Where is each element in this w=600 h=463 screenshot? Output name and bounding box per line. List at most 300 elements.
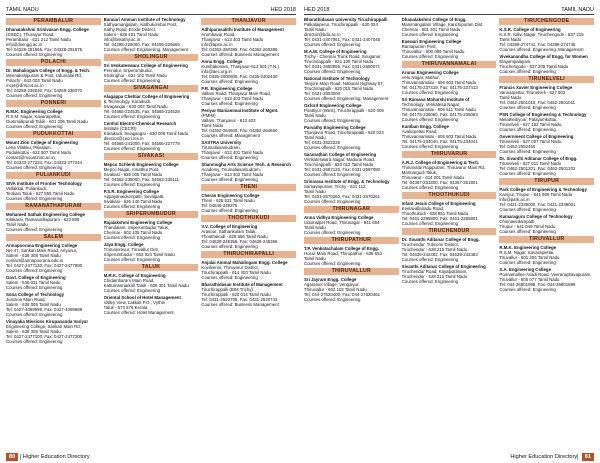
- institution-detail: Courses offered: Engineering: [499, 260, 556, 266]
- district-heading: THANJAVUR: [201, 18, 296, 25]
- column-1: [304, 17, 399, 449]
- district-heading: SHOLINGUR: [104, 54, 199, 61]
- institution-name: Parvathy Engineering College: [304, 125, 366, 131]
- institution-detail: Palkalaiperur, Tiruchirappalli - 620 024: [304, 22, 378, 28]
- institution-detail: Tirunelveli - 627 152 Tamil Nadu: [499, 122, 562, 128]
- institution-detail: & Technology, Karaikudi,: [103, 99, 152, 105]
- header-edition: HED 2018: [270, 7, 296, 13]
- institution-detail: Courses offered: Engineering: [401, 221, 459, 227]
- institution-detail: Tel: 0431-2503000: [304, 91, 340, 97]
- institution-detail: Salem - 636 308 Tamil Nadu: [6, 253, 61, 259]
- institution-detail: Courses offered: Engineering: [499, 127, 556, 133]
- institution-name: Anjalai Ammal Mahalingam Engg. College: [201, 260, 288, 266]
- institution-name: National Institute of Technology: [304, 76, 370, 82]
- institution-detail: Tirunelveli - 627 007 Tamil Nadu: [499, 139, 562, 145]
- running-header: [6, 3, 296, 15]
- institution-detail: Thiruvannamalai - 606 603 Tamil Nadu: [401, 134, 477, 140]
- institution-detail: Courses offered: Engineering: [201, 275, 258, 281]
- institution-name: Government College of Engineering: [499, 134, 574, 140]
- institution-name: Oriental School of Hotel Management: [103, 295, 181, 301]
- footer-title: Higher Education Directory: [510, 453, 578, 460]
- institution-entry: [201, 162, 296, 182]
- institution-entry: [402, 237, 497, 262]
- institution-detail: Courses offered: Engineering: [6, 339, 63, 345]
- institution-detail: Sholinghur - 631 102 Tamil Nadu: [103, 73, 167, 79]
- institution-detail: Tel: 0462-2552450: [499, 144, 536, 150]
- institution-detail: Kumbakonam, Thanjavur-612 501 (T.N.): [201, 64, 279, 70]
- institution-entry: [499, 85, 594, 110]
- institution-name: Srinivasa Institute of Engg. & Technology: [304, 179, 390, 185]
- institution-entry: [6, 275, 101, 290]
- institution-name: R.M.K. Engineering College: [499, 245, 557, 251]
- institution-detail: Sathyamangalam, Alathukombai Post,: [103, 22, 178, 28]
- institution-entry: [104, 189, 199, 209]
- institution-name: Dhanalakshmi College of Engg.: [401, 17, 467, 22]
- institution-detail: Tel: 04639-242482, Fax: 04639-242483: [401, 252, 478, 258]
- institution-detail: Salem - 636 011 Tamil Nadu: [6, 280, 61, 286]
- institution-detail: Theni - 625 531 Tamil Nadu: [201, 198, 255, 204]
- institution-entry: [104, 295, 199, 315]
- institution-detail: Tamil Nadu: [201, 123, 224, 129]
- institution-detail: Tirupur - 641 049 Tamil Nadu: [499, 224, 556, 230]
- institution-detail: Thanjavur - 613 402 Tamil Nadu: [201, 172, 264, 178]
- page-number: 81: [582, 453, 594, 461]
- district-heading: SRIPERUMBUDUR: [104, 211, 199, 218]
- institution-name: S.A. Engineering College: [499, 267, 551, 272]
- institution-detail: Arasoor, Sathankulam Taluk,: [201, 229, 257, 235]
- institution-detail: Tel: 04367-251800, Fax: 04367-251801: [401, 180, 478, 186]
- institution-detail: Courses offered: Business Management: [201, 302, 279, 308]
- institution-detail: Tirunelveli - 627 011 Tamil Nadu: [499, 161, 562, 167]
- institution-detail: Tel: 04639-245356, Fax: 04639-245366: [201, 239, 278, 245]
- institution-detail: Tiruchirappalli - 620 014 Tamil Nadu: [201, 292, 271, 298]
- institution-detail: Salem - 636 308 Tamil Nadu: [6, 329, 61, 335]
- institution-detail: Agaramel Village, Vengaiyur,: [304, 282, 360, 288]
- institution-entry: [402, 160, 497, 190]
- institution-detail: Avalurpettai Road,: [401, 129, 438, 135]
- institution-detail: Thoothukudi - 628 851 Tamil Nadu: [401, 211, 468, 217]
- institution-entry: [104, 17, 199, 52]
- institution-detail: Tel: 04565-224535, Fax: 04565-224528: [103, 109, 180, 115]
- institution-detail: Courses offered: Engineering: [6, 285, 63, 291]
- institution-detail: Udumalpet Road, Thirunagar - 641 664: [304, 220, 380, 226]
- institution-name: Dr. Mahalingam College of Engg. & Tech.: [6, 68, 91, 74]
- footer-title: Higher Education Directory: [22, 453, 90, 460]
- institution-detail: info@aec.org.in: [201, 69, 232, 75]
- institution-name: Saranathan College of Engineering: [304, 152, 377, 158]
- institution-detail: Courses offered: Engineering: [103, 78, 161, 84]
- running-footer: [510, 451, 594, 462]
- district-heading: PERAMBALUR: [6, 18, 101, 25]
- institution-detail: Tiruchirappalli - 621 105 Tamil Nadu: [304, 59, 374, 65]
- institution-detail: Tiruchengode - 637 205 Tamil Nadu: [499, 64, 569, 70]
- district-heading: TIRUVALLUR: [499, 236, 594, 243]
- institution-detail: Thanjavur - 613 403 Tamil Nadu: [201, 96, 264, 102]
- institution-detail: Tel: 0431-2597120, Fax: 0431-2597080: [304, 167, 381, 173]
- district-heading: THIRUVANNAMALAI: [402, 61, 497, 68]
- institution-entry: [201, 59, 296, 84]
- institution-detail: Ramapuram Post,: [401, 44, 437, 50]
- institution-detail: Gummidipundi Taluk - 601 206 Tamil Nadu: [6, 119, 88, 125]
- column-1: [6, 17, 101, 449]
- institution-detail: Tamil Nadu: [304, 189, 326, 195]
- institution-detail: Tel: 04333-277234, Fax: 04333-277244: [6, 160, 83, 166]
- institution-name: Jaya Engg. College: [103, 242, 144, 248]
- institution-detail: Appayanaickenpatti, Sevalpatti,: [103, 194, 165, 200]
- institution-name: Periyar Maniammai Institute of Mgmt.: [201, 108, 279, 114]
- institution-name: Anna Engg. College: [201, 59, 243, 65]
- institution-detail: Tirumalaisamudram,: [201, 145, 241, 151]
- institution-detail: Hosur Main Road, Thirupathur - 635 653: [304, 251, 382, 257]
- institution-name: Alagappa Chettiar College of Engineering: [103, 94, 190, 100]
- institution-detail: Thirumalai Rajapuram, Thiruvarur Main Rd,: [401, 165, 486, 171]
- institution-detail: Pudukkottai - 622 507 Tamil Nadu: [6, 150, 72, 156]
- institution-detail: Keelavallanadu Road,: [401, 206, 445, 212]
- institution-detail: Thiruvannamalai - 606 611 Tamil Nadu: [401, 107, 476, 113]
- district-heading: THIRUPATHUR: [304, 237, 399, 244]
- institution-entry: [499, 187, 594, 212]
- district-heading: PULIANKUDI: [6, 172, 101, 179]
- institution-detail: Courses offered: Engineering: [401, 117, 459, 123]
- header-state: TAMIL NADU: [561, 7, 594, 13]
- institution-entry: [304, 17, 399, 47]
- institution-detail: Tel: 0462-2501010, Fax: 0462-2501011: [499, 100, 576, 106]
- institution-name: Infant Jesus College of Engineering: [401, 201, 476, 207]
- institution-detail: Kaniyur, Tirupur - 641 659 Tamil Nadu: [499, 192, 573, 198]
- institution-detail: K.S.R. Kalvi Nagar, Tiruchengode - 637 215: [499, 32, 584, 38]
- institution-detail: Chennai - 601 301 Tamil Nadu: [401, 27, 461, 33]
- institution-detail: Tiruchendur Road, Kayalpattinam,: [401, 269, 468, 275]
- institution-detail: Tel: 0431-2520708, Fax: 0431-2520743: [201, 297, 278, 303]
- institution-name: Vinayaka Missions Kirupananda Variyar: [6, 319, 89, 325]
- institution-detail: Courses offered: Engineering: [6, 124, 63, 130]
- running-header: [304, 3, 594, 15]
- institution-name: Adhiparasakthi Institute of Management: [201, 27, 284, 32]
- district-heading: THOOTHUKUDI: [201, 215, 296, 222]
- institution-name: Cheran Engineering College: [201, 193, 260, 199]
- institution-name: Sri Ramana Maharshi Institute of: [401, 97, 470, 102]
- institution-detail: Tel: 0431-2650055, Fax: 0431-2650071: [304, 64, 381, 70]
- column-3: [201, 17, 296, 449]
- institution-detail: Courses offered: Engineering: [6, 52, 63, 58]
- institution-detail: Tel: 04175-237419, Fax: 04175-237413: [401, 85, 478, 91]
- institution-name: P.R. Engineering College: [201, 86, 253, 92]
- institution-detail: Courses offered: Engineering: [304, 42, 361, 48]
- institution-detail: Sriperumbudur - 602 024 Tamil Nadu: [103, 252, 175, 258]
- column-2: [104, 17, 199, 449]
- institution-detail: Vallam Road, Thanjavur Main Road,: [201, 91, 271, 97]
- institution-detail: Courses offered: Engineering: [201, 79, 258, 85]
- institution-detail: Courses offered: Engineering: [304, 297, 361, 303]
- institution-entry: [304, 76, 399, 101]
- institution-detail: Courses offered: Engineering: [499, 149, 556, 155]
- institution-detail: Courses offered: Hotel Management: [103, 310, 174, 316]
- institution-detail: Melathediyoor, Palayamkottai,: [499, 117, 558, 123]
- institution-entry: [402, 70, 497, 95]
- footer-divider: [577, 454, 580, 460]
- institution-detail: Tel: 04175-234040, Fax: 04175-234041: [401, 139, 478, 145]
- institution-entry: [499, 156, 594, 176]
- institution-entry: [6, 68, 101, 98]
- institution-detail: Courses offered: Engineering: [6, 268, 63, 274]
- institution-detail: Samayapuram, Trichy - 621 112: [304, 184, 366, 190]
- institution-detail: Courses offered: Engineering: [201, 155, 258, 161]
- district-heading: THENI: [201, 184, 296, 191]
- institution-name: Park College of Engineering & Technology: [499, 187, 587, 192]
- institution-entry: [402, 264, 497, 284]
- institution-detail: Tiruchendur, Tuticorin District,: [401, 242, 459, 248]
- institution-entry: [304, 103, 399, 123]
- institution-detail: Tel: 04546-249375: [201, 203, 238, 209]
- institution-detail: Lena Vilakku, Pilivalam,: [6, 145, 52, 151]
- institution-name: Francis Xavier Engineering College: [499, 85, 573, 91]
- institution-detail: Courses offered: Engineering: [201, 208, 258, 214]
- institution-entry: [104, 63, 199, 83]
- district-heading: PUDUKKOTTAI: [6, 131, 101, 138]
- institution-entry: [304, 277, 399, 302]
- institution-detail: Kovilvenni, Thiruvarur District,: [201, 265, 259, 271]
- institution-detail: Courses offered: Engineering: [103, 204, 161, 210]
- institution-entry: [201, 140, 296, 160]
- institution-detail: Thiruninravur, Tiruvallur Dist,: [103, 247, 159, 253]
- institution-detail: Courses offered: Engineering: [401, 279, 459, 285]
- institution-name: M.R.K. College of Engineering: [103, 273, 166, 279]
- institution-entry: [304, 246, 399, 266]
- institution-name: Sona College of Technology: [6, 292, 65, 298]
- institution-detail: Elayampalayam,: [499, 59, 532, 65]
- institution-detail: info@bitsathy.ac.in: [103, 37, 141, 43]
- district-heading: THIRUNAGAR: [304, 206, 399, 213]
- district-heading: TIRUNELVELI: [499, 76, 594, 83]
- institution-detail: Valley View, Lakkidi P.O., Vythiri: [103, 300, 166, 306]
- institution-detail: Courses offered: Engineering: [304, 118, 361, 124]
- institution-entry: [6, 140, 101, 170]
- institution-entry: [6, 181, 101, 201]
- institution-detail: Courses offered: Engineering: [401, 90, 459, 96]
- institution-detail: Salem - 636 005 Tamil Nadu: [6, 302, 61, 308]
- institution-entry: [499, 112, 594, 132]
- institution-detail: Courses offered: Engineering: [103, 257, 161, 263]
- institution-entry: [6, 212, 101, 232]
- institution-detail: Tel: 044-26801999, Fax: 044-26801899: [499, 282, 576, 288]
- institution-detail: Tel: 04295-226000, Fax: 04295-226666: [103, 42, 180, 48]
- institution-name: P.S.R. Engineering College: [103, 189, 159, 195]
- page-columns: [6, 17, 296, 449]
- institution-detail: Poonamallee-Avadi Road, Veeraraghavapuram,: [499, 272, 592, 278]
- institution-entry: [104, 273, 199, 293]
- institution-name: Govt. College of Engineering: [6, 275, 66, 281]
- institution-detail: Institute (CECRI): [103, 126, 137, 132]
- institution-name: Rajalakshmi Engineering College: [103, 220, 173, 226]
- column-2: [402, 17, 497, 449]
- page-columns: [304, 17, 594, 449]
- institution-entry: [6, 27, 101, 57]
- institution-entry: [304, 215, 399, 235]
- district-heading: THOOTHUKUDI: [402, 192, 497, 199]
- institution-detail: director@cecri.res.in: [103, 136, 144, 142]
- institution-name: Arunai Engineering College: [401, 69, 459, 75]
- institution-entry: [402, 201, 497, 226]
- institution-detail: Tiruvallur - 601 206 Tamil Nadu: [499, 255, 560, 261]
- institution-entry: [304, 179, 399, 204]
- institution-detail: Tel: 0431-2522225: [304, 140, 340, 146]
- institution-entry: [402, 39, 497, 59]
- institution-name: M.A.M. College of Engineering: [304, 49, 367, 55]
- institution-name: Easwari Engineering College: [401, 38, 462, 44]
- institution-detail: Tiruchirappalli - 614 403 Tamil Nadu: [201, 270, 271, 276]
- running-footer: [6, 451, 90, 462]
- institution-detail: Tel: 0421-2339000, Fax: 0421-2339001: [499, 202, 576, 208]
- institution-detail: Thandalam, Sriperumbudur Taluk,: [103, 225, 170, 231]
- institution-detail: Tel: 04362-264600, Fax: 04362-264660: [201, 128, 278, 134]
- institution-detail: Courses offered: Management: [201, 133, 260, 139]
- institution-detail: Courses offered: Engineering: [103, 114, 161, 120]
- institution-detail: Mepco Nagar, Amathur Post,: [103, 167, 160, 173]
- institution-detail: Courses offered: Engineering: [103, 235, 161, 241]
- institution-detail: Courses offered: Business Management: [201, 52, 279, 58]
- institution-detail: Courses offered: Engineering: [304, 145, 361, 151]
- institution-name: Bharathidasan Institute of Management: [201, 282, 283, 288]
- institution-entry: [304, 49, 399, 74]
- institution-detail: Thanjavur - 613 401 Tamil Nadu: [201, 150, 264, 156]
- institution-entry: [201, 224, 296, 249]
- institution-detail: Mannargudi Taluk,: [401, 170, 438, 176]
- institution-entry: [402, 97, 497, 122]
- district-heading: TIRUCHENDUR: [402, 228, 497, 235]
- institution-entry: [499, 267, 594, 292]
- institution-name: Kamban Engg. College: [401, 124, 449, 130]
- right-page: [300, 0, 600, 463]
- institution-detail: Tel: 0462-2501201, Fax: 0462-2501202: [499, 166, 576, 172]
- institution-detail: Courses offered: Engineering: [6, 227, 63, 233]
- institution-detail: Arumbavur Road,: [201, 32, 236, 38]
- institution-detail: Pirattiyur (West), Tiruchirappalli - 620 009: [304, 108, 384, 114]
- district-heading: POLACHI: [6, 59, 101, 66]
- page-number: 80: [6, 453, 18, 461]
- institution-detail: Vellakkal, Puliankudi,: [6, 186, 47, 192]
- institution-entry: [201, 260, 296, 280]
- institution-detail: Courses offered: Engineering: [499, 69, 556, 75]
- institution-entry: [499, 214, 594, 234]
- institution-detail: Sivakasi - 626 140 Tamil Nadu: [103, 199, 163, 205]
- institution-detail: Polachi - 642 003 Tamil Nadu: [6, 78, 63, 84]
- institution-detail: Courses offered: Engineering: [201, 101, 258, 107]
- institution-detail: Courses offered: Engineering: [103, 182, 161, 188]
- institution-detail: Pennalur, Sriperumbudur,: [103, 68, 153, 74]
- institution-detail: Tel: 04362-260385, Fax: 04362-260386: [201, 47, 278, 53]
- district-heading: SIVAKASI: [104, 153, 199, 160]
- institution-detail: Trichy - Chennai Trunk Road, Siruganur,: [304, 54, 382, 60]
- institution-detail: Taluk - 673 576 Kerala: [103, 305, 148, 311]
- institution-detail: Courses offered: Engineering: [401, 32, 459, 38]
- district-heading: TIRUCHENGODE: [499, 18, 594, 25]
- institution-detail: Academy, Tirumalaisamudram,: [201, 167, 261, 173]
- institution-detail: Tamil Nadu: [304, 256, 326, 262]
- institution-detail: Courses offered: Engineering: [304, 69, 361, 75]
- institution-name: SASTRA University: [201, 140, 242, 146]
- column-3: [499, 17, 594, 449]
- institution-detail: Courses offered: Engineering: [401, 54, 459, 60]
- institution-detail: Tel: 04562-235000, Fax: 04562-235111: [103, 177, 180, 183]
- institution-detail: Tamil Nadu: [304, 135, 326, 141]
- institution-detail: Chinnavedampatti,: [499, 219, 536, 225]
- institution-name: Central Electro-Chemical Research: [103, 121, 177, 127]
- institution-entry: [104, 242, 199, 262]
- institution-detail: Tenkasi Taluk - 627 855 Tamil Nadu: [6, 191, 75, 197]
- institution-detail: Chennai - 602 105 Tamil Nadu: [103, 230, 163, 236]
- institution-entry: [499, 245, 594, 265]
- institution-detail: Courses offered: Engineering, Management: [304, 96, 389, 102]
- institution-detail: Courses offered: Engineering: [401, 257, 459, 263]
- institution-detail: Courses offered: Engineering: [499, 171, 556, 177]
- institution-entry: [499, 134, 594, 154]
- institution-name: Mepco Schlenk Engineering College: [103, 162, 179, 168]
- institution-detail: Tanjore Main Road, National Highway 67,: [304, 81, 384, 87]
- institution-detail: Courses offered: Engineering, Management: [499, 47, 584, 53]
- institution-detail: Tiruchirappalli - 620 015 Tamil Nadu: [304, 86, 374, 92]
- institution-name: Annapoorana Engineering College: [6, 243, 78, 249]
- district-heading: TALUK: [104, 264, 199, 271]
- institution-name: Sivanthi Aditanar College of Engineering: [401, 264, 486, 270]
- institution-entry: [6, 109, 101, 129]
- institution-detail: Tel: 0461-2295800, Fax: 0461-2295801: [401, 216, 478, 222]
- institution-entry: [499, 54, 594, 74]
- institution-entry: [201, 193, 296, 213]
- institution-detail: Tel: 0435-2000900, Fax: 0435-2402400: [201, 74, 278, 80]
- institution-entry: [104, 121, 199, 151]
- institution-entry: [402, 124, 497, 149]
- institution-detail: Courses offered: Engineering: [304, 199, 361, 205]
- institution-entry: [402, 17, 497, 37]
- institution-detail: director@bdu.ac.in: [304, 32, 341, 38]
- institution-detail: Velu Nagar, Mathur,: [401, 75, 440, 81]
- institution-detail: Courses offered: Engineering: [6, 93, 63, 99]
- institution-detail: Courses offered: Engineering: [304, 261, 361, 267]
- institution-name: A.R.J. College of Engineering & Tech.: [401, 160, 480, 166]
- institution-detail: Courses offered: Engineering: [499, 105, 556, 111]
- institution-name: Mohamed Sathak Engineering College: [6, 212, 85, 218]
- institution-detail: NH-47, Sankari Main Road, Ariyanur,: [6, 248, 78, 254]
- institution-entry: [201, 27, 296, 57]
- institution-detail: Tiruchendur - 628 215 Tamil Nadu: [401, 247, 468, 253]
- institution-detail: Thanjavur Road, Tiruchirappalli - 620 023: [304, 130, 384, 136]
- institution-detail: (PMIM): [201, 113, 216, 119]
- institution-name: Dr. Sivanthi Aditanar College of Engg.: [401, 237, 480, 243]
- institution-detail: Tel: 0427-4099999, Fax: 0427-4099888: [6, 307, 83, 313]
- institution-detail: Courses offered: Engineering: [6, 165, 63, 171]
- header-state: TAMIL NADU: [6, 7, 39, 13]
- institution-detail: Tamil Nadu: [499, 37, 522, 43]
- institution-detail: info@apim.ac.in: [201, 42, 233, 48]
- institution-detail: Courses offered: Engineering: [401, 185, 459, 191]
- institution-detail: Tel: 0431-2407061, Fax: 0431-2407045: [304, 37, 381, 43]
- institution-name: Dhanalakshmi Srinivasan Engg. College: [6, 27, 89, 32]
- district-heading: THIRUVARUR: [402, 151, 497, 158]
- institution-detail: R.S.M. Nagar, Kavaraipettai,: [6, 114, 62, 120]
- institution-detail: mcet@drmcet.ac.in: [6, 83, 44, 89]
- institution-detail: Tel: 04175-236060, Fax: 04175-236063: [401, 112, 478, 118]
- institution-detail: Chidambaram Main Road,: [103, 278, 155, 284]
- institution-detail: Tel: 04565-241000, Fax: 04565-227779: [103, 141, 180, 147]
- institution-name: Anna Vidhya Engineering College: [304, 215, 374, 221]
- institution-detail: Courses offered: Engineering: [304, 230, 361, 236]
- institution-detail: Karaikudi, Sivagangai - 630 006 Tamil Nadu: [103, 131, 189, 137]
- institution-detail: Courses offered: Engineering: [103, 288, 161, 294]
- institution-detail: Kattumannarkoil Taluk - 608 301 Tamil Nadu: [103, 283, 189, 289]
- institution-entry: [304, 152, 399, 177]
- institution-entry: [499, 27, 594, 52]
- institution-detail: Tel: 04328-291565, Fax: 04328-291575: [6, 47, 83, 53]
